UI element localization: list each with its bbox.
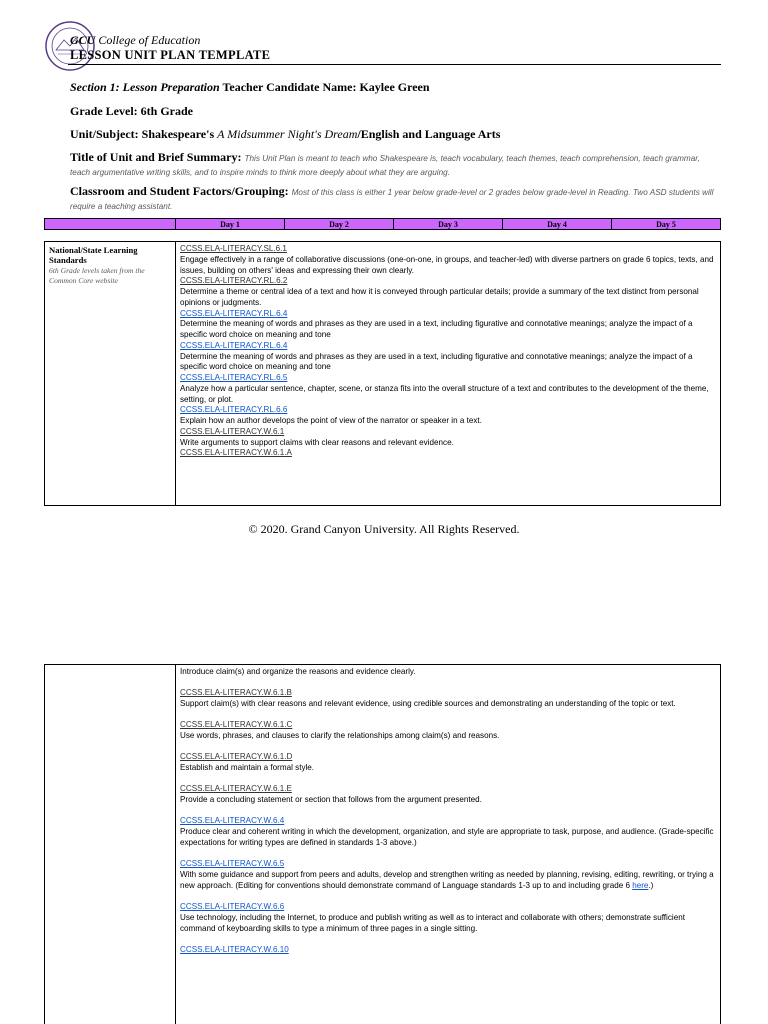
- standard-code[interactable]: CCSS.ELA-LITERACY.RL.6.2: [180, 276, 288, 286]
- classroom-factors: Classroom and Student Factors/Grouping: Most of this class is either 1 year below grade-level or 2 grades below grade-level in Reading. Two ASD students will require a teaching assistant.: [70, 184, 714, 211]
- standard-block: [180, 751, 716, 773]
- day-1-header: Day 1: [175, 219, 284, 229]
- standards-note: 6th Grade levels taken from the Common Core website: [49, 266, 145, 285]
- standard-code[interactable]: CCSS.ELA-LITERACY.W.6.5: [180, 859, 285, 868]
- standard-block: [180, 858, 716, 891]
- standards-heading: National/State Learning Standards: [49, 245, 138, 265]
- standard-block: [180, 944, 716, 955]
- standard-desc: Establish and maintain a formal style.: [180, 763, 315, 772]
- standard-desc: Analyze how a particular sentence, chapter, scene, or stanza fits into the overall structure of a text and contributes to the development of the theme, setting, or plot.: [180, 383, 709, 404]
- standard-code[interactable]: CCSS.ELA-LITERACY.W.6.1.D: [180, 752, 293, 761]
- standard-code[interactable]: CCSS.ELA-LITERACY.W.6.4: [180, 816, 285, 825]
- standard-code[interactable]: CCSS.ELA-LITERACY.RL.6.5: [180, 373, 288, 382]
- here-link[interactable]: here: [632, 881, 649, 890]
- intro-text: Introduce claim(s) and organize the reasons and evidence clearly.: [180, 667, 416, 676]
- standards-table-continued: [44, 664, 721, 1024]
- unit-summary: Title of Unit and Brief Summary: This Unit Plan is meant to teach who Shakespeare is, teach vocabulary, teach themes, teach comprehension, teach grammar, teach argumentative writing skills, and to inspire minds to think more deeply about what they are arguing.: [70, 150, 700, 177]
- section-line: Section 1: Lesson Preparation Teacher Candidate Name: Kaylee Green: [70, 80, 430, 94]
- standard-desc: Determine the meaning of words and phrases as they are used in a text, including figurative and connotative meanings; analyze the impact of a specific word choice on meaning and tone: [180, 351, 693, 372]
- standard-code[interactable]: CCSS.ELA-LITERACY.RL.6.6: [180, 405, 288, 415]
- standards-label-cell: [45, 242, 176, 505]
- template-title: LESSON UNIT PLAN TEMPLATE: [70, 48, 271, 62]
- standard-desc: Support claim(s) with clear reasons and relevant evidence, using credible sources and demonstrating an understanding of the topic or text.: [180, 699, 676, 708]
- unit-line: Unit/Subject: Shakespeare's A Midsummer Night's Dream/English and Language Arts: [70, 127, 501, 141]
- standard-code[interactable]: CCSS.ELA-LITERACY.W.6.1.C: [180, 720, 293, 729]
- standard-desc: Determine a theme or central idea of a text and how it is conveyed through particular details; provide a summary of the text distinct from personal opinions or judgments.: [180, 287, 699, 307]
- day-3-header: Day 3: [393, 219, 502, 229]
- copyright-footer: © 2020. Grand Canyon University. All Rights Reserved.: [248, 522, 520, 536]
- college-header: GCU College of Education: [70, 33, 201, 47]
- standard-code[interactable]: CCSS.ELA-LITERACY.W.6.10: [180, 945, 289, 954]
- standards-list: [176, 242, 720, 505]
- standard-code[interactable]: CCSS.ELA-LITERACY.W.6.6: [180, 902, 285, 911]
- standard-desc: Use words, phrases, and clauses to clarify the relationships among claim(s) and reasons.: [180, 731, 500, 740]
- standard-desc: Produce clear and coherent writing in which the development, organization, and style are appropriate to task, purpose, and audience. (Grade-specific expectations for writing types are defined in standards 1-3 above.): [180, 827, 714, 847]
- standard-block: [180, 687, 716, 709]
- standard-code[interactable]: CCSS.ELA-LITERACY.W.6.1.E: [180, 784, 292, 793]
- day-5-header: Day 5: [611, 219, 720, 229]
- day-2-header: Day 2: [284, 219, 393, 229]
- standard-desc: Provide a concluding statement or section that follows from the argument presented.: [180, 795, 482, 804]
- standard-block: [180, 815, 716, 848]
- standard-desc: Use technology, including the Internet, to produce and publish writing as well as to interact and collaborate with others; demonstrate sufficient command of keyboarding skills to type a minimum of three pages in a single sitting.: [180, 913, 685, 933]
- standard-desc: Engage effectively in a range of collaborative discussions (one-on-one, in groups, and teacher-led) with diverse partners on grade 6 topics, texts, and issues, building on others' ideas and expressing their own clearly.: [180, 254, 714, 275]
- standard-code[interactable]: CCSS.ELA-LITERACY.RL.6.4: [180, 308, 288, 318]
- standard-code[interactable]: CCSS.ELA-LITERACY.W.6.1.B: [180, 688, 292, 697]
- standard-desc: Write arguments to support claims with clear reasons and relevant evidence.: [180, 437, 454, 447]
- day-4-header: Day 4: [502, 219, 611, 229]
- standard-code[interactable]: CCSS.ELA-LITERACY.RL.6.4: [180, 340, 288, 350]
- standards-list-continued: [176, 665, 720, 1024]
- standard-desc: With some guidance and support from peers and adults, develop and strengthen writing as needed by planning, revising, editing, rewriting, or trying a new approach. (Editing for conventions should demonstrate command of Language standards 1-3 up to and including grade 6 here.): [180, 870, 714, 890]
- header-divider: [68, 64, 721, 65]
- standard-desc: Determine the meaning of words and phrases as they are used in a text, including figurative and connotative meanings; analyze the impact of a specific word choice on meaning and tone: [180, 319, 693, 339]
- standard-desc: Explain how an author develops the point of view of the narrator or speaker in a text.: [180, 416, 482, 425]
- day-header-row: [44, 218, 721, 230]
- standards-label-cell-continued: [45, 665, 176, 1024]
- day-header-blank: [45, 219, 175, 229]
- standard-code[interactable]: CCSS.ELA-LITERACY.W.6.1.A: [180, 448, 292, 458]
- standard-code[interactable]: CCSS.ELA-LITERACY.SL.6.1: [180, 244, 287, 253]
- standard-code[interactable]: CCSS.ELA-LITERACY.W.6.1: [180, 426, 285, 436]
- grade-line: Grade Level: 6th Grade: [70, 104, 193, 118]
- standards-table: [44, 241, 721, 506]
- standard-block: [180, 719, 716, 741]
- standard-block: [180, 901, 716, 934]
- standard-block: [180, 783, 716, 805]
